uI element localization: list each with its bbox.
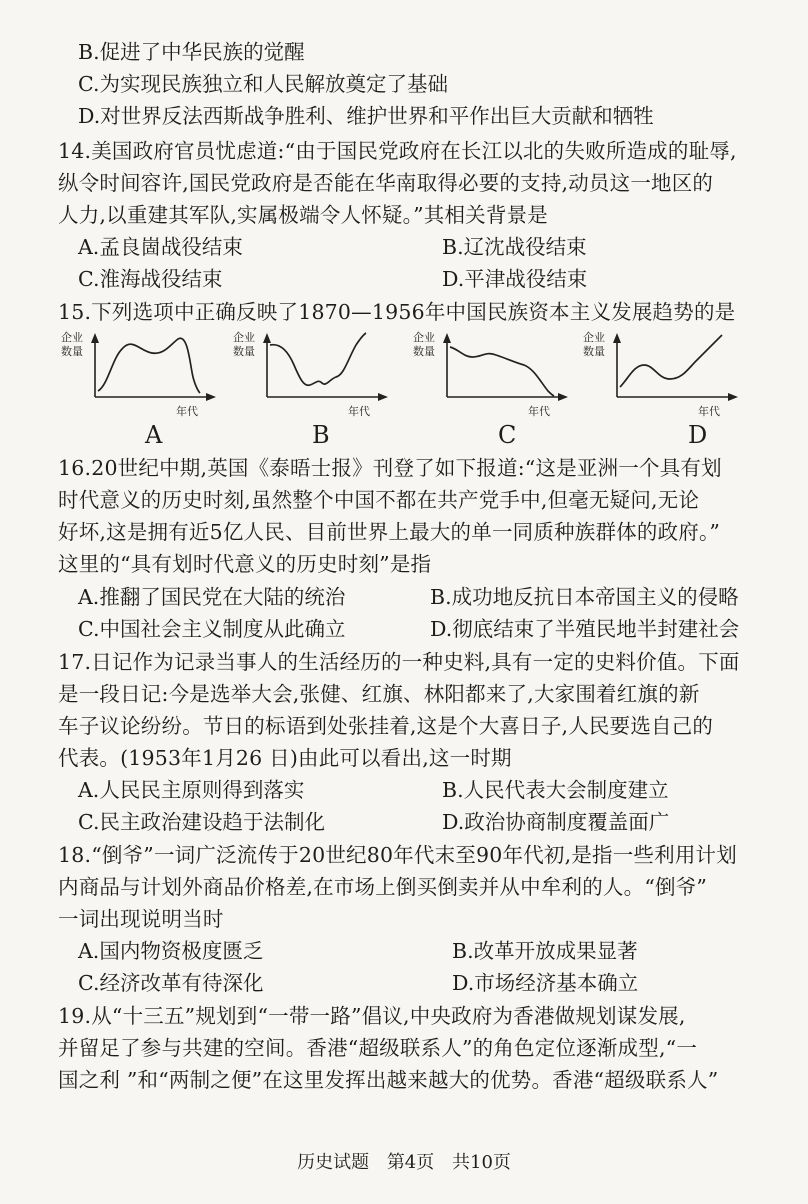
q16-option-d: D.彻底结束了半殖民地半封建社会: [430, 617, 740, 641]
graph-a: [60, 325, 235, 425]
q16-stem-line-3: 好坏,这是拥有近5亿人民、目前世界上最大的单一同质种族群体的政府。”: [58, 520, 721, 544]
q17-option-a: A.人民民主原则得到落实: [78, 778, 305, 802]
q14-option-a: A.孟良崮战役结束: [78, 235, 243, 259]
q18-option-c: C.经济改革有待深化: [78, 971, 264, 995]
graph-a-xlabel: 年代: [176, 405, 198, 418]
q13-option-d: D.对世界反法西斯战争胜利、维护世界和平作出巨大贡献和牺牲: [78, 104, 654, 128]
q14-option-b: B.辽沈战役结束: [442, 235, 587, 259]
q16-stem-line-1: 16.20世纪中期,英国《泰晤士报》刊登了如下报道:“这是亚洲一个具有划: [58, 456, 722, 480]
q19-stem-line-3: 国之利 ”和“两制之便”在这里发挥出越来越大的优势。香港“超级联系人”: [58, 1068, 719, 1092]
page-footer: [0, 1150, 808, 1176]
graph-b-ylabel-1: 企业: [233, 331, 255, 344]
graph-c-curve: [450, 347, 554, 396]
q19-stem-line-1: 19.从“十三五”规划到“一带一路”倡议,中央政府为香港做规划谋发展,: [58, 1004, 686, 1028]
graph-a-ylabel-2: 数量: [61, 345, 83, 358]
q18-option-b: B.改革开放成果显著: [452, 939, 638, 963]
q14-stem-line-2: 纵令时间容许,国民党政府是否能在华南取得必要的支持,动员这一地区的: [58, 171, 714, 195]
footer-total-pages: 共10页: [452, 1152, 511, 1173]
footer-page-number: 第4页: [386, 1152, 435, 1173]
graph-d-x-arrow: [728, 393, 738, 401]
q16-option-c: C.中国社会主义制度从此确立: [78, 617, 346, 641]
q14-option-c: C.淮海战役结束: [78, 267, 223, 291]
graph-label-a: A: [145, 421, 163, 449]
graph-label-b: B: [312, 421, 330, 449]
q18-option-d: D.市场经济基本确立: [452, 971, 639, 995]
q14-stem-line-3: 人力,以重建其军队,实属极端令人怀疑。”其相关背景是: [58, 203, 548, 227]
q17-stem-line-2: 是一段日记:今是选举大会,张健、红旗、林阳都来了,大家围着红旗的新: [58, 682, 700, 706]
q16-stem-line-4: 这里的“具有划时代意义的历史时刻”是指: [58, 552, 432, 576]
graph-label-d: D: [688, 421, 708, 449]
graph-label-c: C: [498, 421, 517, 449]
graph-c-ylabel-1: 企业: [413, 331, 435, 344]
graph-d-xlabel: 年代: [698, 405, 720, 418]
graph-c: [412, 325, 587, 425]
graph-d-ylabel-1: 企业: [583, 331, 605, 344]
footer-subject: 历史试题: [297, 1152, 370, 1173]
q16-option-a: A.推翻了国民党在大陆的统治: [78, 585, 346, 609]
graph-c-y-arrow: [443, 333, 451, 343]
q17-stem-line-1: 17.日记作为记录当事人的生活经历的一种史料,具有一定的史料价值。下面: [58, 650, 740, 674]
q14-stem-line-1: 14.美国政府官员忧虑道:“由于国民党政府在长江以北的失败所造成的耻辱,: [58, 139, 737, 163]
q19-stem-line-2: 并留足了参与共建的空间。香港“超级联系人”的角色定位逐渐成型,“一: [58, 1036, 698, 1060]
graph-d-curve: [620, 335, 722, 387]
graph-c-ylabel-2: 数量: [413, 345, 435, 358]
q15-stem: 15.下列选项中正确反映了1870—1956年中国民族资本主义发展趋势的是: [58, 300, 736, 324]
q14-option-d: D.平津战役结束: [442, 267, 588, 291]
q18-stem-line-1: 18.“倒爷”一词广泛流传于20世纪80年代末至90年代初,是指一些利用计划: [58, 843, 737, 867]
q17-stem-line-3: 车子议论纷纷。节日的标语到处张挂着,这是个大喜日子,人民要选自己的: [58, 714, 714, 738]
q18-stem-line-2: 内商品与计划外商品价格差,在市场上倒买倒卖并从中牟利的人。“倒爷”: [58, 875, 708, 899]
q13-option-b: B.促进了中华民族的觉醒: [78, 40, 305, 64]
graph-c-xlabel: 年代: [528, 405, 550, 418]
graph-b-y-arrow: [263, 333, 271, 343]
q16-option-b: B.成功地反抗日本帝国主义的侵略: [430, 585, 739, 609]
graph-b-curve: [270, 333, 366, 385]
graph-b-x-arrow: [378, 393, 388, 401]
graph-d-ylabel-2: 数量: [583, 345, 605, 358]
graph-b: [232, 325, 407, 425]
graph-a-x-arrow: [206, 393, 216, 401]
q18-option-a: A.国内物资极度匮乏: [78, 939, 264, 963]
graph-a-curve: [98, 338, 200, 393]
graph-d: [582, 325, 757, 425]
q18-stem-line-3: 一词出现说明当时: [58, 907, 224, 931]
graph-c-x-arrow: [558, 393, 568, 401]
q17-option-d: D.政治协商制度覆盖面广: [442, 810, 670, 834]
graph-d-y-arrow: [613, 333, 621, 343]
graph-a-ylabel-1: 企业: [61, 331, 83, 344]
graph-a-y-arrow: [91, 333, 99, 343]
q17-stem-line-4: 代表。(1953年1月26 日)由此可以看出,这一时期: [58, 746, 512, 770]
q16-stem-line-2: 时代意义的历史时刻,虽然整个中国不都在共产党手中,但毫无疑问,无论: [58, 488, 700, 512]
q17-option-c: C.民主政治建设趋于法制化: [78, 810, 325, 834]
graph-b-xlabel: 年代: [348, 405, 370, 418]
q13-option-c: C.为实现民族独立和人民解放奠定了基础: [78, 72, 448, 96]
q17-option-b: B.人民代表大会制度建立: [442, 778, 669, 802]
graph-b-ylabel-2: 数量: [233, 345, 255, 358]
